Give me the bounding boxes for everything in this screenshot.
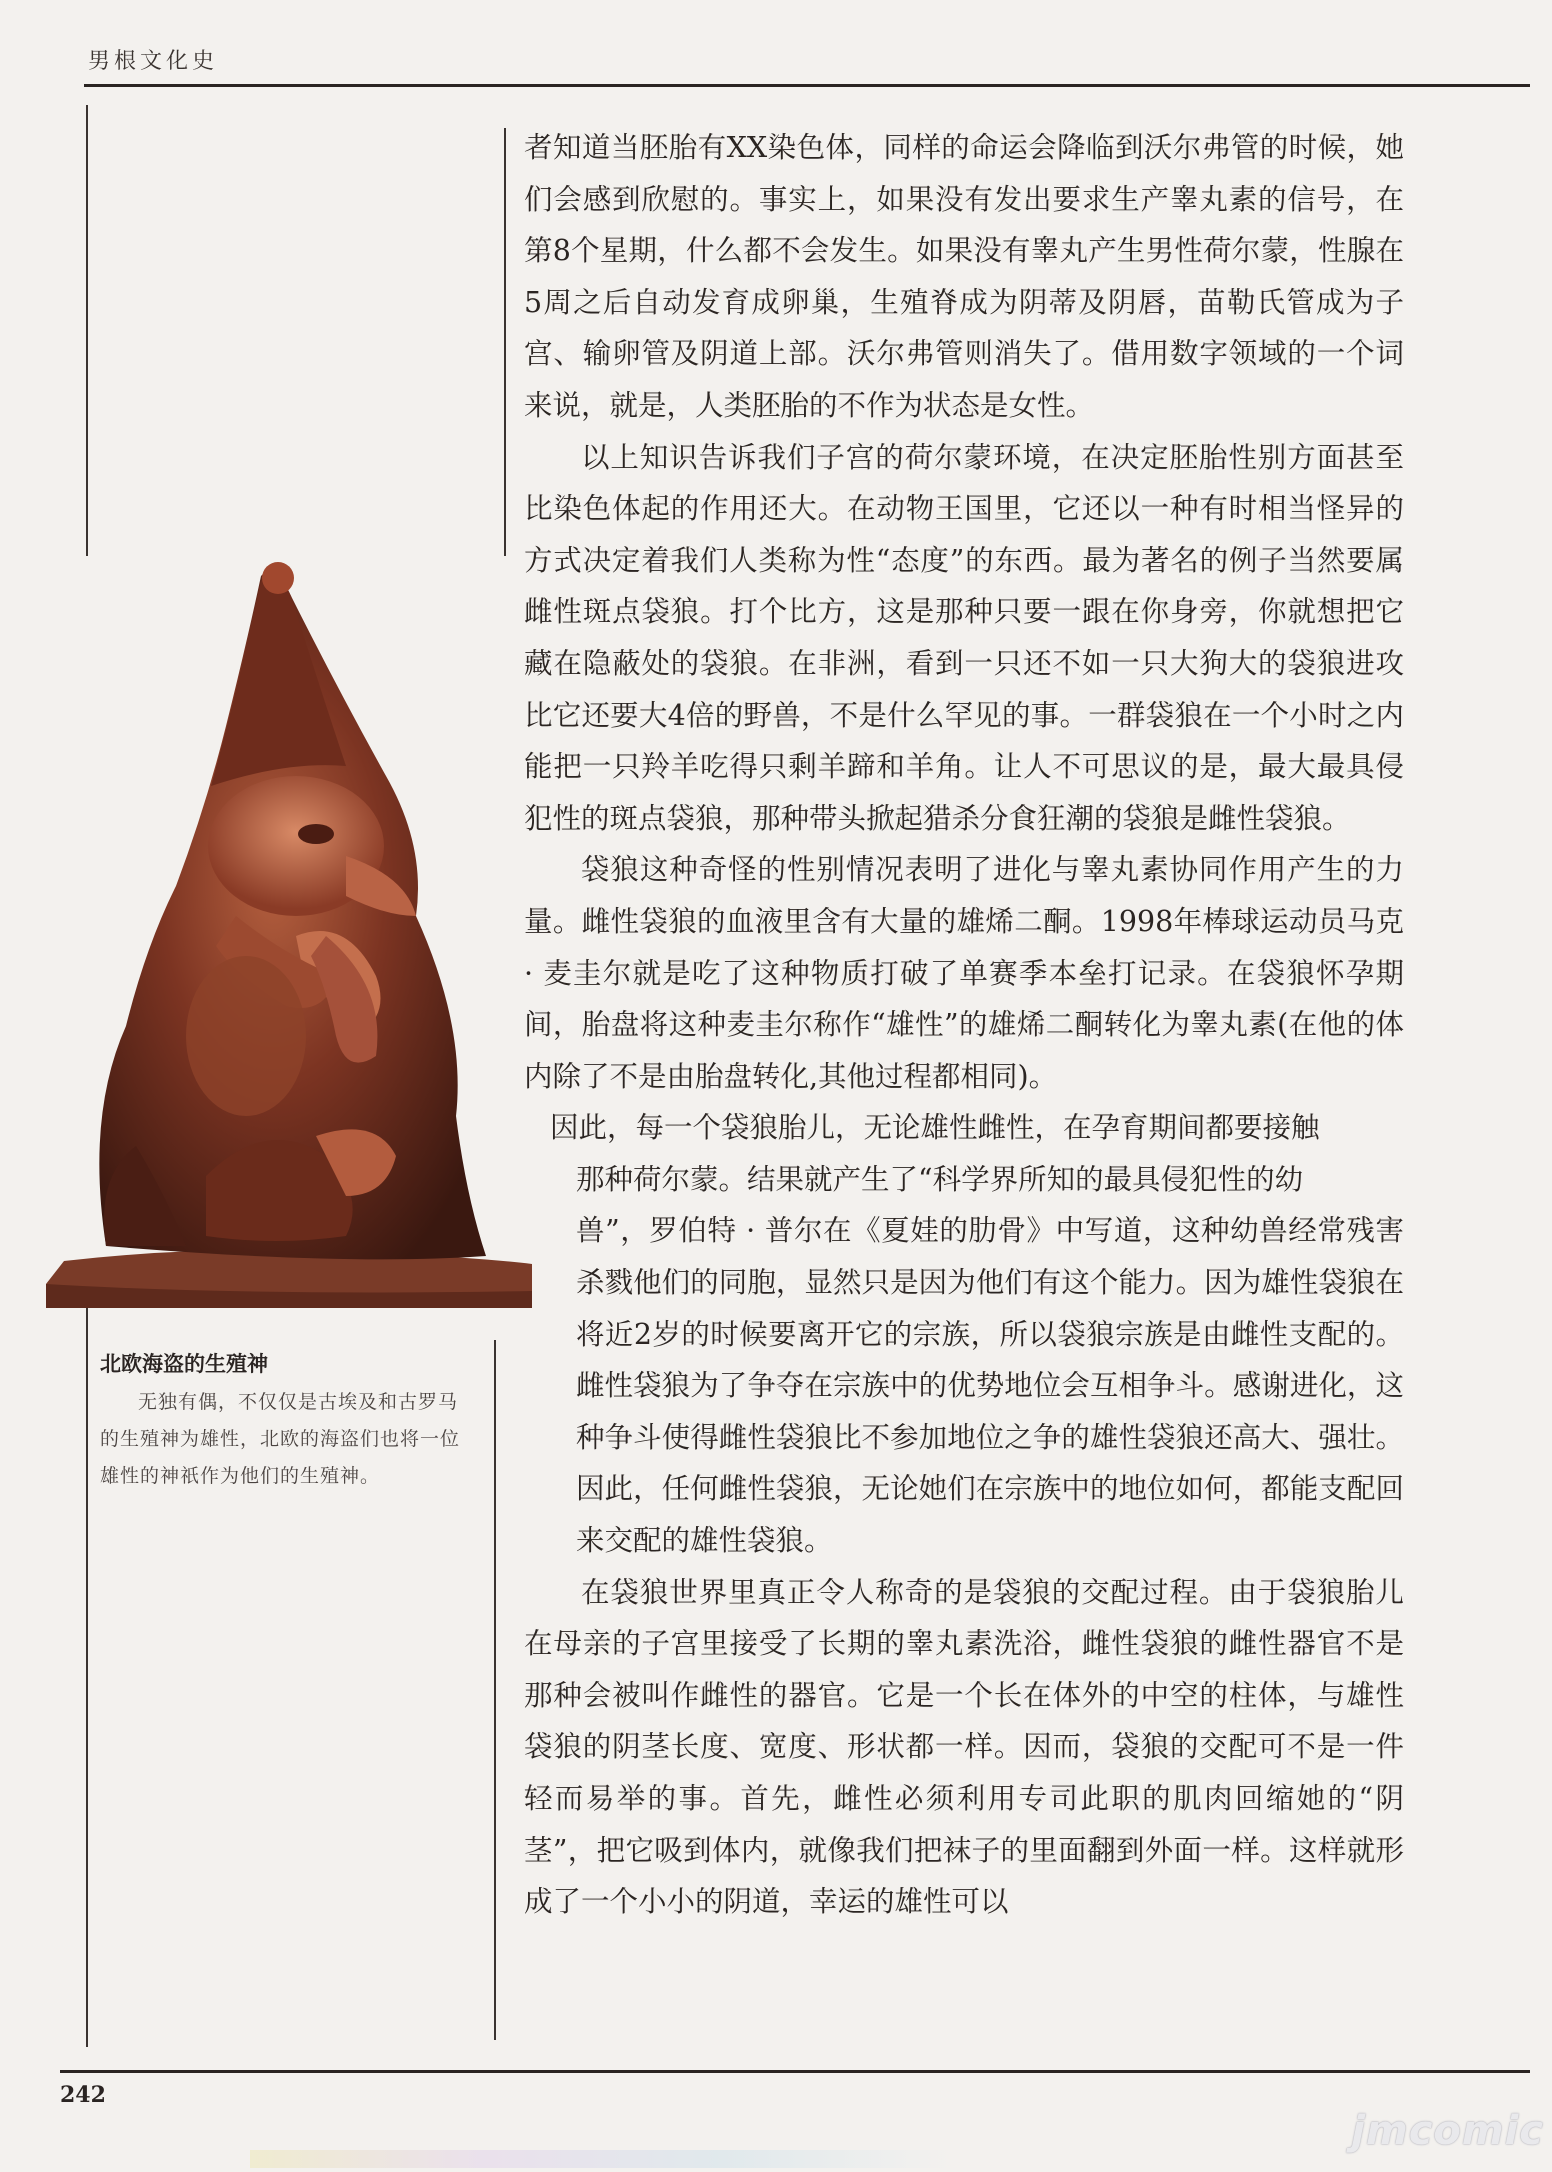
paragraph: 以上知识告诉我们子宫的荷尔蒙环境，在决定胚胎性别方面甚至比染色体起的作用还大。在动物王国里，它还以一种有时相当怪异的方式决定着我们人类称为性“态度”的东西。最为著名的例子当然要属雌性斑点袋狼。打个比方，这是那种只要一跟在你身旁，你就想把它藏在隐蔽处的袋狼。在非洲，看到一只还不如一只大狗大的袋狼进攻比它还要大4倍的野兽，不是什么罕见的事。一群袋狼在一个小时之内能把一只羚羊吃得只剩羊蹄和羊角。让人不可思议的是，最大最具侵犯性的斑点袋狼，那种带头掀起猎杀分食狂潮的袋狼是雌性袋狼。	[524, 440, 1404, 835]
running-title: 男根文化史	[88, 49, 219, 74]
watermark-logo: jmcomic	[1351, 2108, 1544, 2154]
statue-photo	[46, 556, 532, 1308]
column-divider-bottom	[494, 1340, 496, 2040]
wrapped-line-start: 兽”，罗伯特 · 普尔在《夏娃的肋骨》中写道，这种幼兽经常残害杀戮他们的同胞，显然只是因为他们有这个能力。因为雄性袋狼在将近2岁的时候要离开它的宗族，所以袋狼宗族是由雌性支配的。雌性袋狼为了争夺在宗族中的优势地位会互相争斗。感谢进化，这种争斗使得雌性袋狼比不参加地位之争的雄性袋狼还高大、强壮。因此，任何雌性袋狼，无论她们在宗族中的地位如何，都能支配回来交配的雄性袋狼。	[576, 1214, 1404, 1558]
paragraph: 者知道当胚胎有XX染色体，同样的命运会降临到沃尔弗管的时候，她们会感到欣慰的。事实上，如果没有发出要求生产睾丸素的信号，在第8个星期，什么都不会发生。如果没有睾丸产生男性荷尔蒙，性腺在5周之后自动发育成卵巢，生殖脊成为阴蒂及阴唇，苗勒氏管成为子宫、输卵管及阴道上部。沃尔弗管则消失了。借用数字领域的一个词来说，就是，人类胚胎的不作为状态是女性。	[524, 131, 1404, 422]
wrapped-line: 那种荷尔蒙。结果就产生了“科学界所知的最具侵犯性的幼	[576, 1162, 1304, 1196]
paragraph	[524, 844, 1404, 1566]
paragraph-text: 袋狼这种奇怪的性别情况表明了进化与睾丸素协同作用产生的力量。雌性袋狼的血液里含有大量的雄烯二酮。1998年棒球运动员马克 · 麦圭尔就是吃了这种物质打破了单赛季本垒打记录。在袋狼怀孕期间，胎盘将这种麦圭尔称作“雄性”的雄烯二酮转化为睾丸素(在他的体内除了不是由胎盘转化,其他过程都相同)。	[524, 853, 1404, 1093]
wrapped-line: 因此，每一个袋狼胎儿，无论雄性雌性，在孕育期间都要接触	[550, 1111, 1320, 1145]
figure-caption-text: 无独有偶，不仅仅是古埃及和古罗马的生殖神为雄性，北欧的海盗们也将一位雄性的神祇作为他们的生殖神。	[100, 1391, 461, 1487]
paragraph: 在袋狼世界里真正令人称奇的是袋狼的交配过程。由于袋狼胎儿在母亲的子宫里接受了长期的睾丸素洗浴，雌性袋狼的雌性器官不是那种会被叫作雌性的器官。它是一个长在体外的中空的柱体，与雄性袋狼的阴茎长度、宽度、形状都一样。因而，袋狼的交配可不是一件轻而易举的事。首先，雌性必须利用专司此职的肌肉回缩她的“阴茎”，把它吸到体内，就像我们把袜子的里面翻到外面一样。这样就形成了一个小小的阴道，幸运的雄性可以	[524, 1575, 1404, 1919]
scan-artifact	[250, 2150, 950, 2168]
main-text-column	[524, 122, 1404, 1928]
footer-rule	[60, 2070, 1530, 2073]
header-rule	[84, 84, 1530, 87]
figure-caption-title: 北欧海盗的生殖神	[100, 1352, 268, 1376]
page-number: 242	[60, 2082, 106, 2108]
norse-fertility-god-statue-photo-icon	[46, 556, 532, 1308]
